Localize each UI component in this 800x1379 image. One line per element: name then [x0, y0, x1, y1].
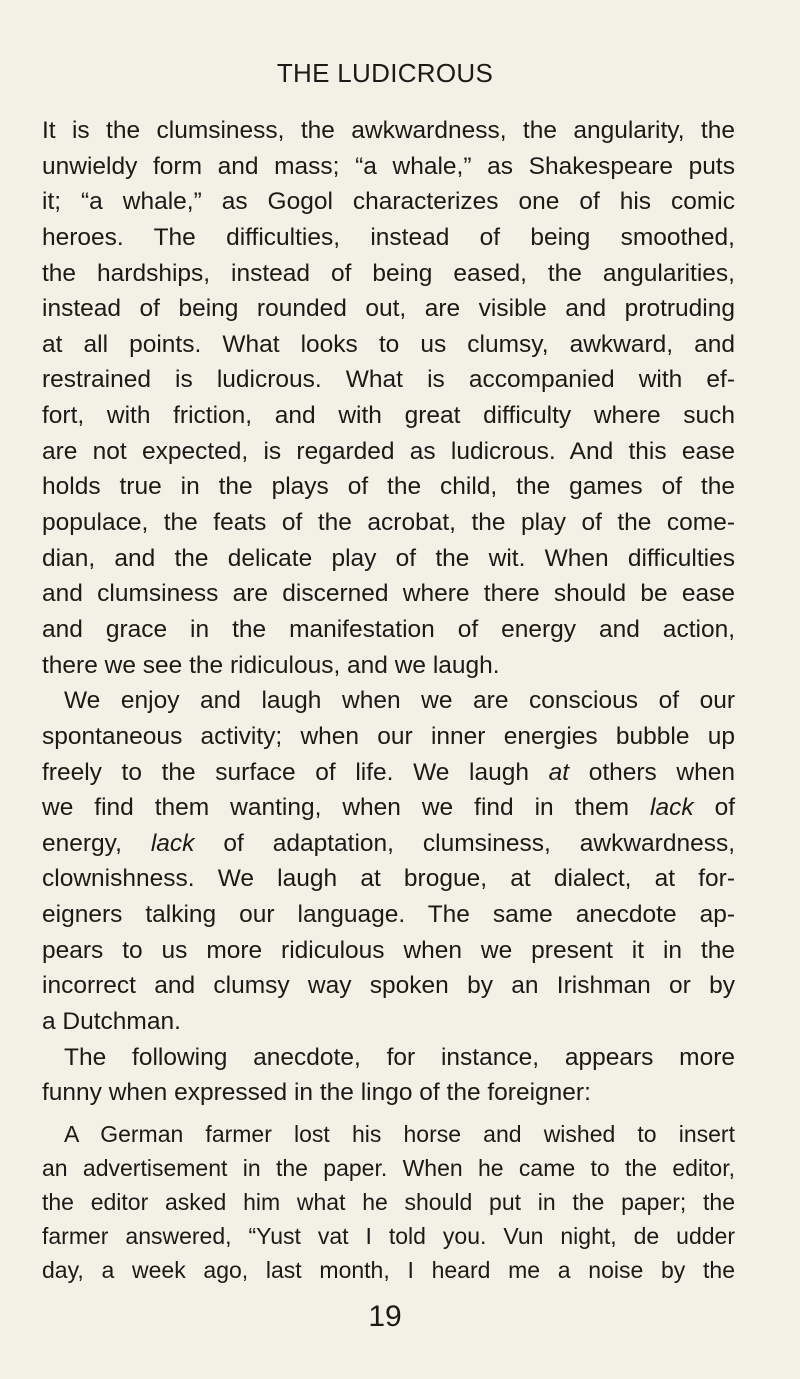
text-line: holds true in the plays of the child, the games of the: [42, 473, 735, 501]
paragraph-1: [42, 113, 735, 683]
paragraph-2: [42, 683, 735, 1039]
text-line: clownishness. We laugh at brogue, at dialect, at for-: [42, 865, 735, 893]
running-head: THE LUDICROUS: [276, 58, 494, 88]
text-line: dian, and the delicate play of the wit. When difficulties: [42, 544, 735, 572]
text-line: We enjoy and laugh when we are conscious of our: [64, 687, 735, 715]
emphasis-lack: lack: [150, 829, 195, 857]
text-run: of: [714, 794, 735, 822]
text-line: it; “a whale,” as Gogol characterizes one of his comic: [42, 188, 735, 216]
text-line: heroes. The difficulties, instead of being smoothed,: [42, 223, 735, 251]
text-line: and clumsiness are discerned where there should be ease: [42, 580, 735, 608]
text-line: restrained is ludicrous. What is accompanied with ef-: [42, 366, 735, 394]
text-line: at all points. What looks to us clumsy, awkward, and: [42, 330, 735, 358]
text-line: It is the clumsiness, the awkwardness, the angularity, the: [42, 117, 735, 144]
text-line: farmer answered, “Yust vat I told you. Vun night, de udder: [42, 1222, 735, 1249]
text-run: of adaptation, clumsiness, awkwardness,: [223, 829, 736, 857]
text-line: incorrect and clumsy way spoken by an Irishman or by: [42, 972, 735, 1000]
text-line: instead of being rounded out, are visible and protruding: [42, 295, 735, 323]
text-line: the editor asked him what he should put in the paper; the: [42, 1188, 735, 1215]
text-line: funny when expressed in the lingo of the foreigner:: [42, 1079, 591, 1107]
text-line: A German farmer lost his horse and wished to insert: [64, 1120, 735, 1147]
body-text: [42, 113, 735, 1287]
text-line: a Dutchman.: [42, 1008, 181, 1036]
text-line: The following anecdote, for instance, appears more: [64, 1043, 735, 1071]
text-run: energy,: [42, 829, 122, 857]
text-line: there we see the ridiculous, and we laugh.: [42, 651, 500, 679]
emphasis-lack: lack: [650, 794, 694, 822]
text-line: unwieldy form and mass; “a whale,” as Shakespeare puts: [42, 152, 735, 180]
emphasis-at: at: [548, 758, 570, 786]
text-line: [42, 755, 735, 791]
text-run: others when: [588, 758, 735, 786]
text-line: the hardships, instead of being eased, the angularities,: [42, 259, 735, 287]
text-line: pears to us more ridiculous when we present it in the: [42, 936, 735, 964]
text-line: spontaneous activity; when our inner energies bubble up: [42, 722, 735, 750]
text-line: eigners talking our language. The same anecdote ap-: [42, 901, 735, 929]
text-run: freely to the surface of life. We laugh: [42, 758, 529, 786]
text-line: are not expected, is regarded as ludicrous. And this ease: [42, 437, 735, 465]
text-line: [42, 826, 735, 862]
text-line: and grace in the manifestation of energy and action,: [42, 615, 735, 643]
quoted-anecdote: [42, 1117, 735, 1287]
paragraph-3: [42, 1040, 735, 1111]
text-run: we find them wanting, when we find in them: [42, 794, 630, 822]
page-number: 19: [368, 1300, 402, 1333]
text-line: fort, with friction, and with great difficulty where such: [42, 402, 735, 430]
text-line: [42, 790, 735, 826]
text-line: day, a week ago, last month, I heard me a noise by the: [42, 1256, 735, 1283]
text-line: populace, the feats of the acrobat, the play of the come-: [42, 509, 735, 537]
text-line: an advertisement in the paper. When he came to the editor,: [42, 1154, 735, 1181]
